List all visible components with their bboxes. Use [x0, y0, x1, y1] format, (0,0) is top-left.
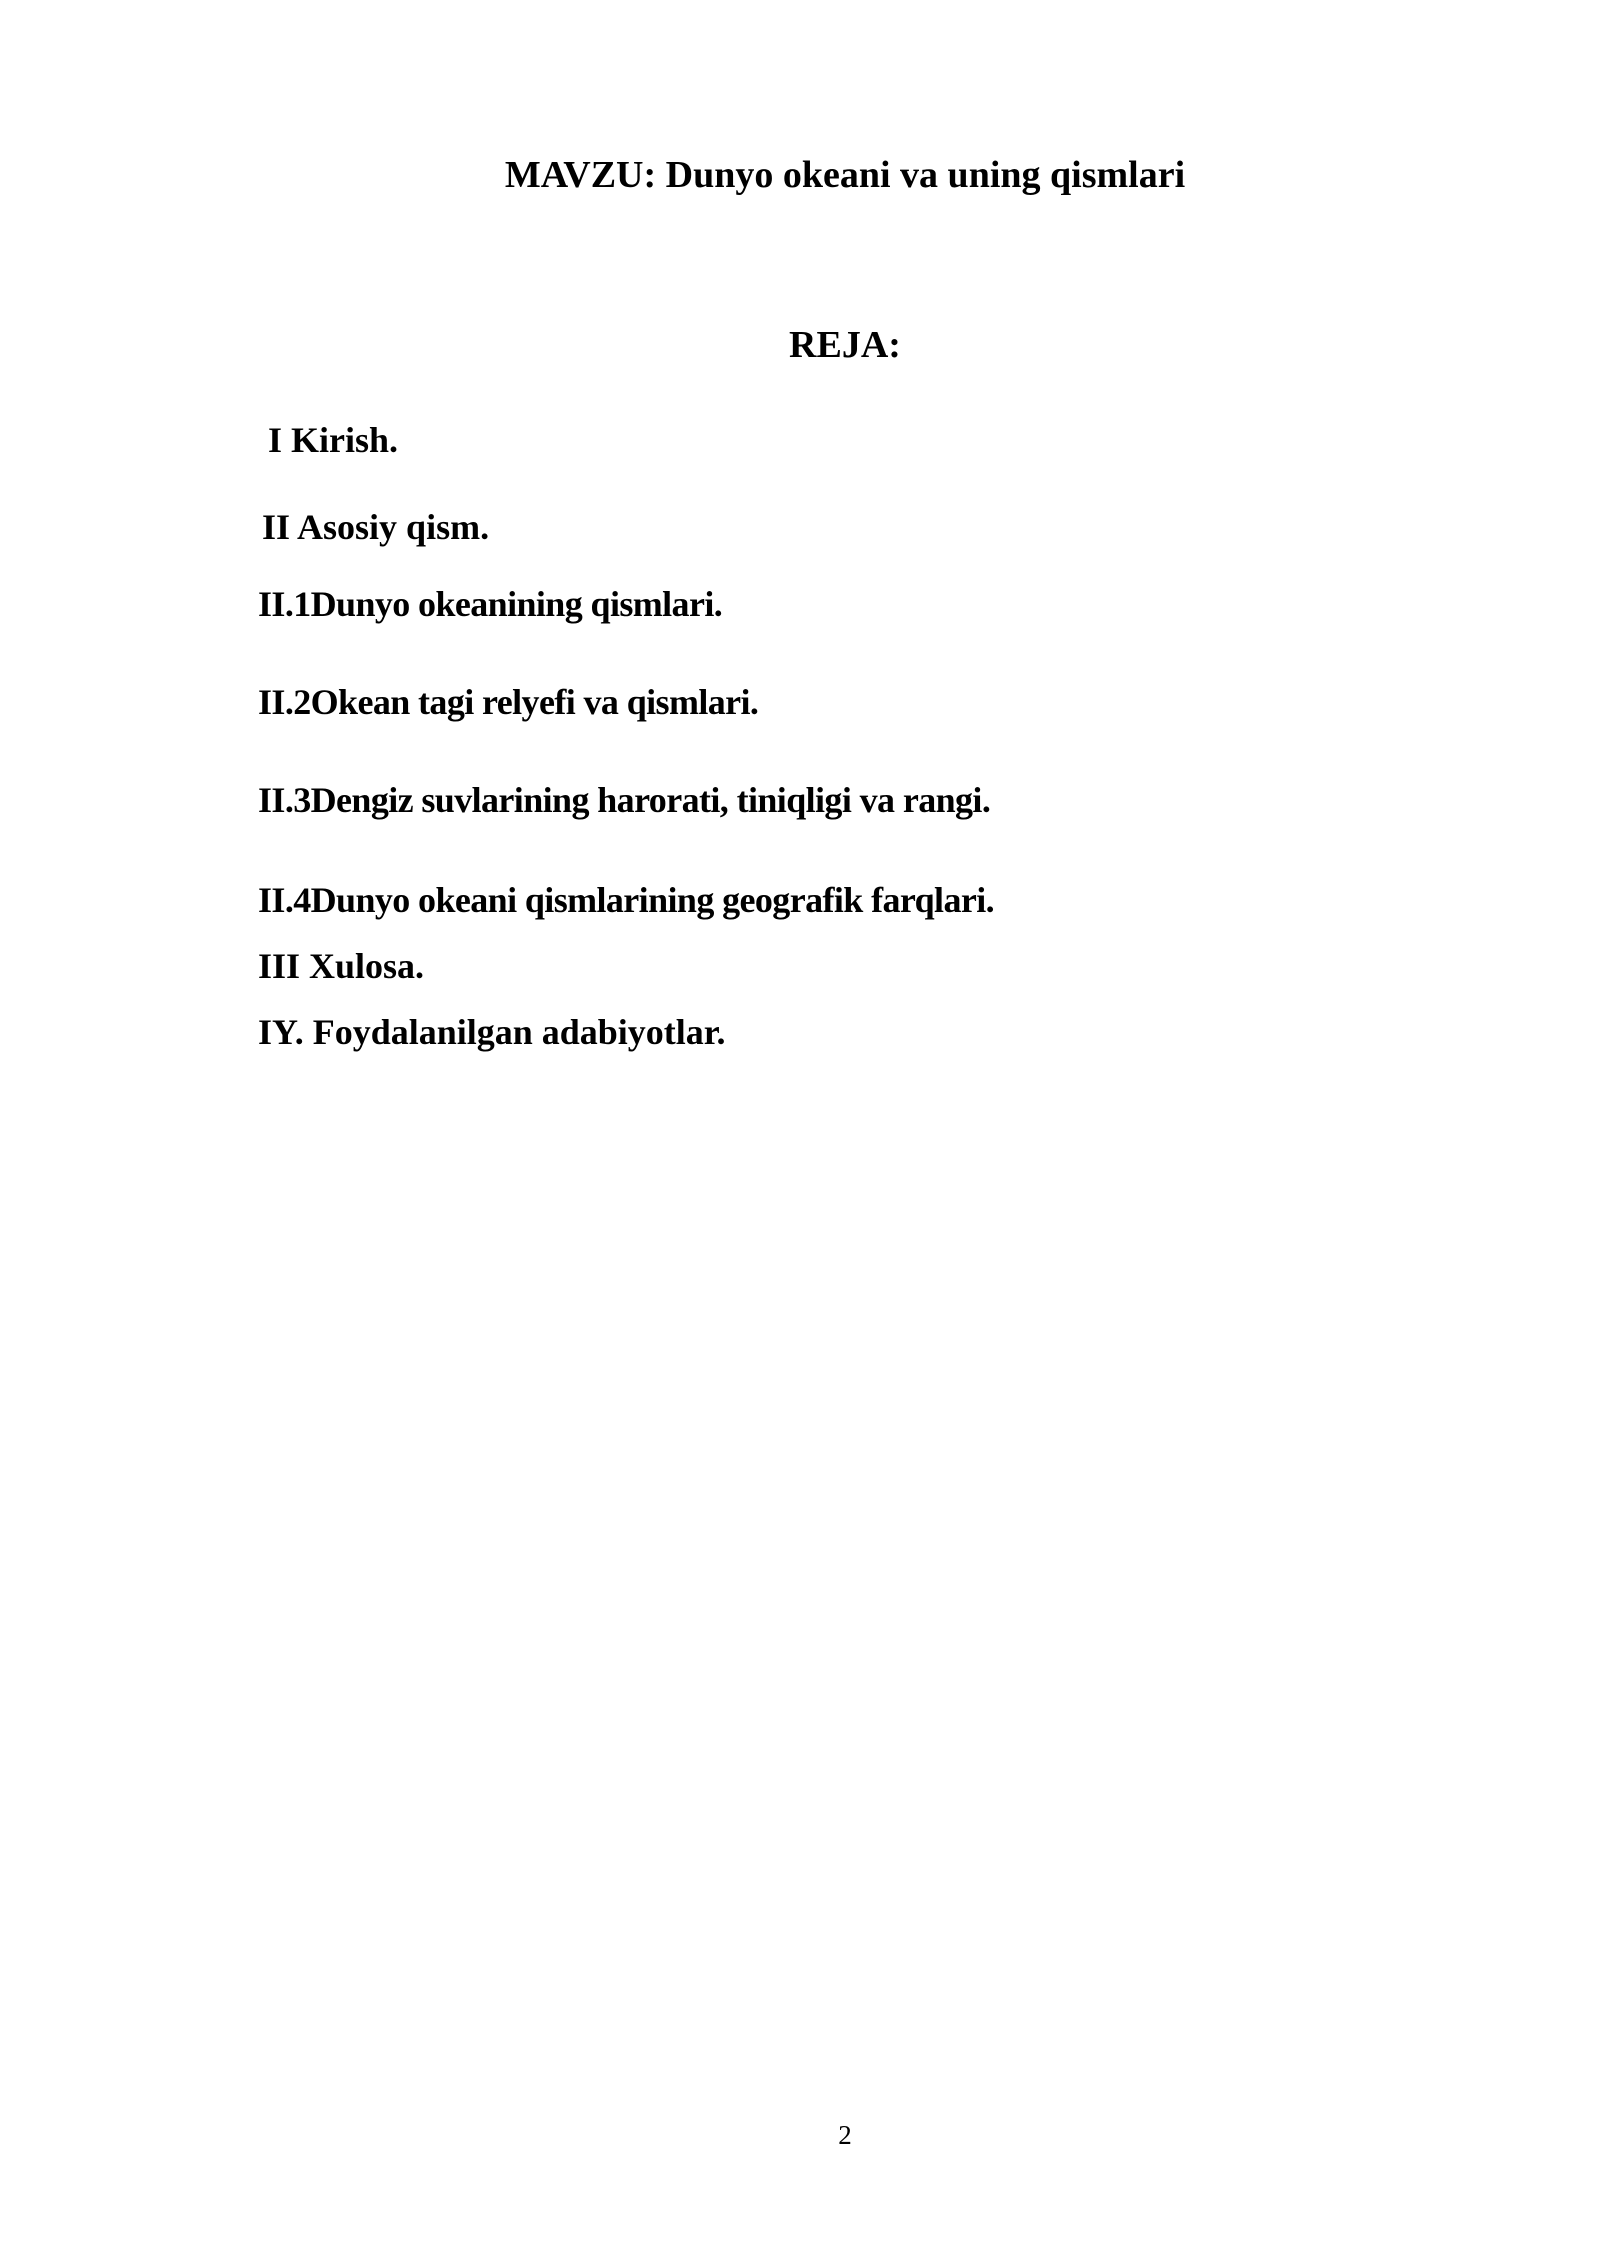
plan-item-2-3: II.3Dengiz suvlarining harorati, tiniqligi va rangi.	[258, 780, 991, 820]
plan-item-conclusion: III Xulosa.	[258, 946, 425, 986]
plan-item-references: IY. Foydalanilgan adabiyotlar.	[258, 1012, 726, 1052]
plan-item-main-part: II Asosiy qism.	[262, 507, 490, 547]
plan-item-2-2: II.2Okean tagi relyefi va qismlari.	[258, 682, 759, 722]
plan-item-2-4: II.4Dunyo okeani qismlarining geografik farqlari.	[258, 880, 995, 920]
plan-item-2-1: II.1Dunyo okeanining qismlari.	[258, 584, 723, 624]
page-number: 2	[838, 2120, 852, 2150]
page-title: MAVZU: Dunyo okeani va uning qismlari	[504, 154, 1186, 196]
plan-item-intro: I Kirish.	[268, 420, 399, 460]
plan-heading: REJA:	[789, 324, 901, 366]
